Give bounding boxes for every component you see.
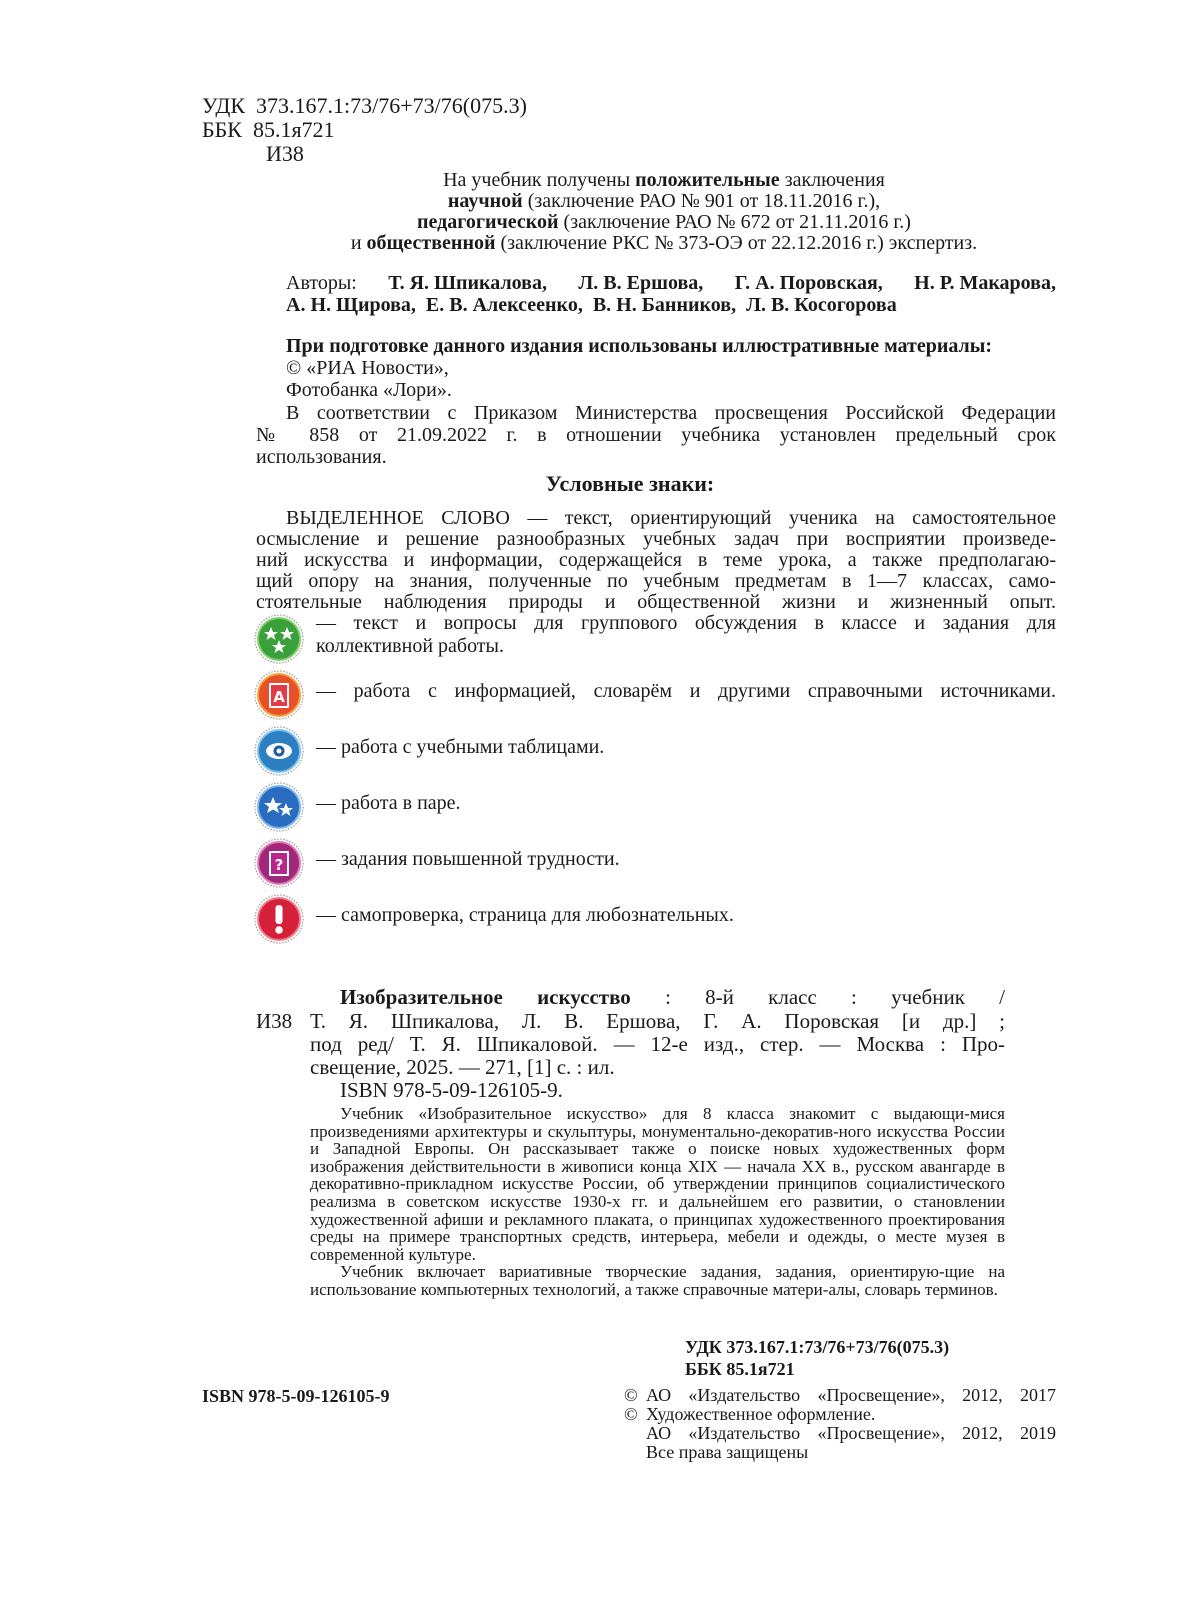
annotation-paragraph: Учебник «Изобразительное искусство» для 8 класса знакомит с выдающи-мися произведениями архитектуры и скульптуры, монументально-декоратив-ного искусства России и Западной Европы. Он рассказывает также о поиске новых художественных форм изображения действительности в живописи конца XIX — начала XX в., русском авангарде в декоративно-прикладном искусстве России, об утверждении принципов социалистического реализма в советском искусстве 1930-х гг. и дальнейшем его развитии, о становлении художественной афиши и рекламного плаката, о принципах художественного проектирования среды на примере транспортных средств, интерьера, мебели и одежды, о месте музея в современной культуре. (310, 1104, 1005, 1264)
dictionary-book-icon (254, 670, 304, 720)
svg-text:А: А (273, 688, 285, 706)
illustrations-credits (286, 335, 1056, 401)
order-line: В соответствии с Приказом Министерства просвещения Российской Федерации (286, 402, 1056, 424)
legend-item-tables (254, 726, 1056, 778)
eye-tables-icon (254, 726, 304, 776)
approval-line-2: научной (заключение РАО № 901 от 18.11.2016 г.), (447, 190, 881, 212)
bbk-code: ББК 85.1я721 (202, 117, 335, 142)
explanation-line: стоятельные наблюдения природы и общественной жизни и жизненный опыт. (256, 591, 1056, 613)
legend-text: — работа с информацией, словарём и другими справочными источниками. (316, 680, 1056, 702)
catalog-card-line: свещение, 2025. — 271, [1] с. : ил. (310, 1055, 615, 1079)
authors-label: Авторы: (286, 272, 357, 294)
highlighted-word-explanation (256, 508, 1056, 613)
explanation-line: щий опору на знания, полученные по учебным предметам в 1—7 классах, само- (256, 570, 1056, 592)
illustrations-title: При подготовке данного издания использованы иллюстративные материалы: (286, 335, 993, 357)
legend-text: — самопроверка, страница для любознательных. (316, 904, 734, 926)
legend-item-self-check (254, 894, 1056, 946)
illustrations-source: Фотобанка «Лори». (286, 379, 452, 401)
legend-text: — работа в паре. (316, 792, 461, 814)
copyright-block (624, 1386, 1056, 1462)
catalog-udk: УДК 373.167.1:73/76+73/76(075.3) (685, 1337, 950, 1357)
legend-text: — работа с учебными таблицами. (316, 736, 605, 758)
explanation-line: осмысление и решение разнообразных учебных задач при восприятии произведе- (256, 528, 1056, 550)
author-name: Г. А. Поровская, (734, 272, 883, 294)
explanation-line: ний искусства и информации, содержащейся в теме урока, а также предполагаю- (256, 549, 1056, 571)
copyright-line: АО «Издательство «Просвещение», 2012, 2019 (646, 1423, 1056, 1443)
illustrations-source: © «РИА Новости», (286, 357, 449, 379)
author-name: Н. Р. Макарова, (914, 272, 1056, 294)
explanation-line: ВЫДЕЛЕННОЕ СЛОВО — текст, ориентирующий ученика на самостоятельное (286, 507, 1056, 529)
catalog-card-line: под ред/ Т. Я. Шпикаловой. — 12-е изд., стер. — Москва : Про- (310, 1032, 1005, 1056)
header-codes (202, 94, 527, 166)
catalog-card-line: Т. Я. Шпикалова, Л. В. Ершова, Г. А. Поровская [и др.] ; (310, 1009, 1005, 1033)
author-sign-code: И38 (266, 141, 304, 166)
authors-line-2: А. Н. Щирова, Е. В. Алексеенко, В. Н. Банников, Л. В. Косогорова (286, 294, 897, 316)
copyright-line: © Художественное оформление. (624, 1404, 876, 1424)
author-name: Л. В. Ершова, (578, 272, 704, 294)
question-card-icon (254, 838, 304, 888)
catalog-card-isbn: ISBN 978-5-09-126105-9. (340, 1078, 563, 1102)
legend-item-pair (254, 782, 1056, 834)
authors-line-1 (286, 272, 1056, 294)
pair-stars-icon (254, 782, 304, 832)
catalog-classification (685, 1336, 949, 1380)
isbn: ISBN 978-5-09-126105-9 (202, 1386, 390, 1406)
approval-line-1: На учебник получены положительные заключения (443, 169, 885, 191)
order-line: использования. (256, 446, 387, 468)
catalog-bbk: ББК 85.1я721 (685, 1359, 795, 1379)
legend-text: — задания повышенной трудности. (316, 848, 620, 870)
svg-text:?: ? (274, 856, 284, 874)
order-line: № 858 от 21.09.2022 г. в отношении учебника установлен предельный срок (256, 424, 1056, 446)
legend-item-advanced-tasks (254, 838, 1056, 890)
author-name: Т. Я. Шпикалова, (388, 272, 547, 294)
group-discussion-stars-icon (254, 614, 304, 664)
approvals-block (250, 170, 1078, 254)
udk-code: УДК 373.167.1:73/76+73/76(075.3) (202, 93, 527, 118)
rights-reserved: Все права защищены (646, 1442, 809, 1462)
annotation (310, 1105, 1005, 1299)
authors-block (286, 272, 1056, 316)
exclamation-icon (254, 894, 304, 944)
approval-line-3: педагогической (заключение РАО № 672 от 21.11.2016 г.) (417, 211, 911, 233)
legend-item-group-discussion (254, 614, 1056, 666)
catalog-author-sign: И38 (256, 1009, 293, 1033)
ministry-order-note (256, 402, 1056, 468)
approval-line-4: и общественной (заключение РКС № 373-ОЭ от 22.12.2016 г.) экспертиз. (350, 232, 978, 254)
annotation-paragraph: Учебник включает вариативные творческие задания, задания, ориентирую-щие на использование компьютерных технологий, а также справочные матери-алы, словарь терминов. (310, 1262, 1005, 1299)
symbols-heading: Условные знаки: (545, 471, 715, 496)
catalog-card-title-line: Изобразительное искусство : 8-й класс : учебник / (340, 985, 1005, 1009)
legend-item-dictionary (254, 670, 1056, 722)
copyright-line: © АО «Издательство «Просвещение», 2012, 2017 (624, 1385, 1056, 1405)
legend-text: — текст и вопросы для группового обсуждения в классе и задания для коллективной работы. (316, 612, 1056, 657)
